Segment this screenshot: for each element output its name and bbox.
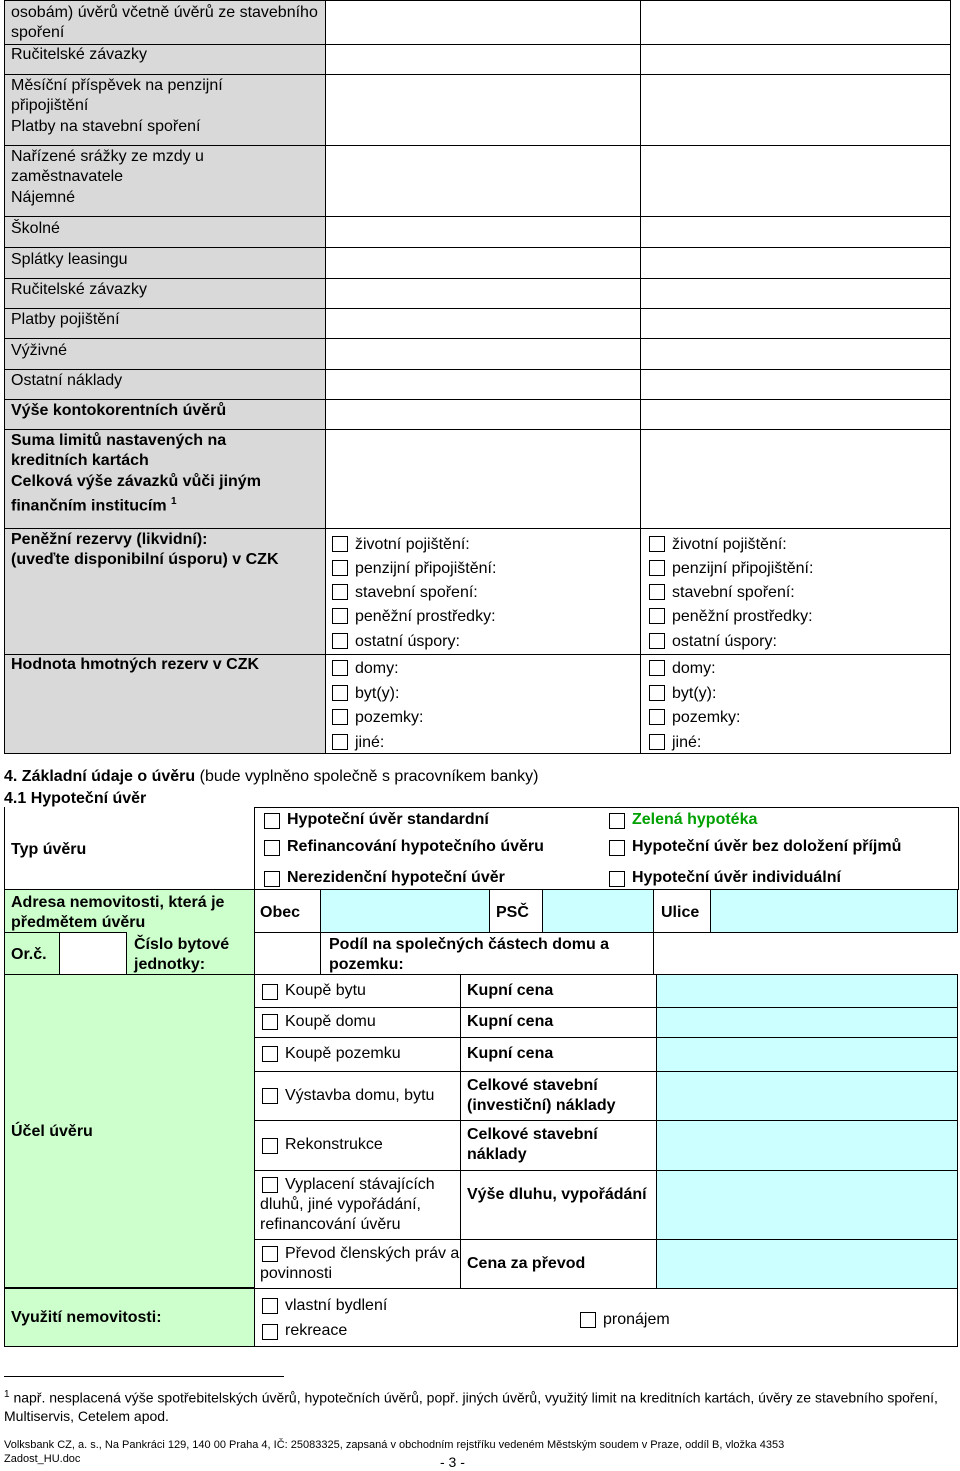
row-label: Ručitelské závazky xyxy=(11,281,148,298)
checkbox[interactable] xyxy=(264,813,280,829)
checkbox[interactable] xyxy=(262,984,278,1000)
purpose-option: Koupě pozemku xyxy=(285,1045,401,1062)
checkbox[interactable] xyxy=(649,560,665,576)
row-label: Platby pojištění xyxy=(11,311,120,328)
reserve-item: jiné: xyxy=(355,734,385,751)
price-input[interactable] xyxy=(656,1071,958,1121)
reserve-item: ostatní úspory: xyxy=(672,633,777,650)
row-label: Celková výše závazků vůči jiným finančním institucím $^1$ xyxy=(11,473,261,515)
checkbox[interactable] xyxy=(649,536,665,552)
checkbox[interactable] xyxy=(262,1324,278,1340)
reserve-item: penzijní připojištění: xyxy=(672,560,814,577)
checkbox[interactable] xyxy=(262,1138,278,1154)
checkbox[interactable] xyxy=(332,660,348,676)
checkbox[interactable] xyxy=(649,584,665,600)
checkbox[interactable] xyxy=(649,709,665,725)
purpose-option: Rekonstrukce xyxy=(285,1136,383,1153)
reserve-item: domy: xyxy=(355,660,399,677)
coapplicant-column xyxy=(640,0,951,529)
price-input[interactable] xyxy=(656,1007,958,1038)
loan-type-option: Hypoteční úvěr bez doložení příjmů xyxy=(632,838,902,855)
checkbox[interactable] xyxy=(262,1088,278,1104)
checkbox[interactable] xyxy=(580,1312,596,1328)
checkbox[interactable] xyxy=(609,813,625,829)
checkbox[interactable] xyxy=(262,1014,278,1030)
checkbox[interactable] xyxy=(649,685,665,701)
price-label: Výše dluhu, vypořádání xyxy=(467,1186,647,1203)
price-label: Cena za převod xyxy=(467,1255,586,1272)
row-label: Splátky leasingu xyxy=(11,251,128,268)
purpose-option: Vyplacení stávajících dluhů, jiné vypořádání, refinancování úvěru xyxy=(260,1176,435,1233)
footnote: $^1$ např. nesplacená výše spotřebitelských úvěrů, hypotečních úvěrů, popř. jiných úvěrů, využitý limit na kreditních kartách, úvěry ze stavebního spoření, Multiservis, Cetelem apod. xyxy=(4,1389,938,1424)
usage-label: Využití nemovitosti: xyxy=(11,1309,162,1326)
reserve-item: jiné: xyxy=(672,734,702,751)
liquid-reserves-subtitle: (uveďte disponibilní úsporu) v CZK xyxy=(11,551,279,568)
reserve-item: životní pojištění: xyxy=(672,536,787,553)
reserve-item: životní pojištění: xyxy=(355,536,470,553)
unit-number-label: Číslo bytové jednotky: xyxy=(134,936,230,973)
loan-type-option: Refinancování hypotečního úvěru xyxy=(287,838,544,855)
reserve-item: peněžní prostředky: xyxy=(355,608,496,625)
row-label: Výše kontokorentních úvěrů xyxy=(11,402,227,419)
tangible-reserves-title: Hodnota hmotných rezerv v CZK xyxy=(11,656,260,673)
footnote-ref: 1 xyxy=(171,496,177,507)
row-label: Nařízené srážky ze mzdy u zaměstnavatele xyxy=(11,148,204,185)
share-spacer xyxy=(254,932,321,975)
checkbox[interactable] xyxy=(609,840,625,856)
purpose-option: Koupě bytu xyxy=(285,982,366,999)
reserve-item: domy: xyxy=(672,660,716,677)
purpose-option: Koupě domu xyxy=(285,1013,376,1030)
loan-type-option: Hypoteční úvěr standardní xyxy=(287,811,489,828)
reserve-item: peněžní prostředky: xyxy=(672,608,813,625)
checkbox[interactable] xyxy=(332,685,348,701)
row-label: Platby na stavební spoření xyxy=(11,118,201,135)
address-label: Adresa nemovitosti, která je předmětem úvěru xyxy=(11,894,225,931)
applicant-column xyxy=(325,0,641,529)
footer-file: Zadost_HU.doc xyxy=(4,1453,81,1465)
section-heading: 4. Základní údaje o úvěru (bude vyplněno společně s pracovníkem banky) xyxy=(4,768,539,785)
reserve-item: stavební spoření: xyxy=(672,584,795,601)
ulice-label: Ulice xyxy=(661,904,700,921)
row-label: Výživné xyxy=(11,342,68,359)
checkbox[interactable] xyxy=(649,633,665,649)
psc-input[interactable] xyxy=(542,889,654,933)
loan-type-option: Zelená hypotéka xyxy=(632,811,758,828)
reserve-item: penzijní připojištění: xyxy=(355,560,497,577)
orc-input[interactable] xyxy=(59,932,127,975)
reserve-item: byt(y): xyxy=(355,685,400,702)
checkbox[interactable] xyxy=(332,633,348,649)
reserve-item: ostatní úspory: xyxy=(355,633,460,650)
price-label: Kupní cena xyxy=(467,1013,554,1030)
price-label: Kupní cena xyxy=(467,1045,554,1062)
loan-type-label: Typ úvěru xyxy=(11,841,87,858)
reserve-item: pozemky: xyxy=(355,709,424,726)
checkbox[interactable] xyxy=(649,734,665,750)
checkbox[interactable] xyxy=(332,709,348,725)
row-label: Nájemné xyxy=(11,189,76,206)
checkbox[interactable] xyxy=(649,608,665,624)
checkbox[interactable] xyxy=(332,608,348,624)
reserve-item: stavební spoření: xyxy=(355,584,478,601)
subsection-heading: 4.1 Hypoteční úvěr xyxy=(4,790,147,807)
footnote-separator xyxy=(4,1376,284,1377)
checkbox[interactable] xyxy=(332,560,348,576)
price-input[interactable] xyxy=(656,1037,958,1072)
purpose-option: Převod členských práv a povinnosti xyxy=(260,1245,460,1282)
purpose-label: Účel úvěru xyxy=(11,1123,93,1140)
price-input[interactable] xyxy=(656,1120,958,1171)
ulice-input[interactable] xyxy=(710,889,958,933)
price-input[interactable] xyxy=(656,974,958,1008)
row-label: Měsíční příspěvek na penzijní připojištění xyxy=(11,77,223,114)
checkbox[interactable] xyxy=(649,660,665,676)
checkbox[interactable] xyxy=(332,536,348,552)
row-label: Ostatní náklady xyxy=(11,372,123,389)
obec-input[interactable] xyxy=(320,889,490,933)
obec-label: Obec xyxy=(260,904,301,921)
orc-label: Or.č. xyxy=(11,946,47,963)
usage-option: pronájem xyxy=(603,1311,670,1328)
row-label: osobám) úvěrů včetně úvěrů ze stavebního spoření xyxy=(11,4,318,41)
checkbox[interactable] xyxy=(264,871,280,887)
row-label: Suma limitů nastavených na kreditních kartách xyxy=(11,432,227,469)
row-label: Školné xyxy=(11,220,60,237)
checkbox[interactable] xyxy=(264,840,280,856)
checkbox[interactable] xyxy=(332,734,348,750)
usage-option: rekreace xyxy=(285,1322,348,1339)
liquid-reserves-title: Peněžní rezervy (likvidní): xyxy=(11,531,208,548)
psc-label: PSČ xyxy=(496,904,529,921)
price-label: Celkové stavební (investiční) náklady xyxy=(467,1077,616,1114)
loan-type-option: Hypoteční úvěr individuální xyxy=(632,869,841,886)
price-input[interactable] xyxy=(656,1170,958,1240)
reserve-item: pozemky: xyxy=(672,709,741,726)
purpose-option: Výstavba domu, bytu xyxy=(285,1087,435,1104)
price-label: Celkové stavební náklady xyxy=(467,1126,598,1163)
checkbox[interactable] xyxy=(609,871,625,887)
usage-option: vlastní bydlení xyxy=(285,1297,388,1314)
page-number: - 3 - xyxy=(440,1454,465,1470)
checkbox[interactable] xyxy=(262,1046,278,1062)
price-label: Kupní cena xyxy=(467,982,554,999)
checkbox[interactable] xyxy=(262,1298,278,1314)
share-label: Podíl na společných částech domu a pozemku: xyxy=(329,936,610,973)
checkbox[interactable] xyxy=(332,584,348,600)
reserve-item: byt(y): xyxy=(672,685,717,702)
loan-type-option: Nerezidenční hypoteční úvěr xyxy=(287,869,505,886)
row-label: Ručitelské závazky xyxy=(11,46,148,63)
footer-company: Volksbank CZ, a. s., Na Pankráci 129, 140 00 Praha 4, IČ: 25083325, zapsaná v obchodním rejstříku vedeném Městským soudem v Praze, oddíl B, vložka 4353 xyxy=(4,1439,785,1451)
price-input[interactable] xyxy=(656,1239,958,1289)
